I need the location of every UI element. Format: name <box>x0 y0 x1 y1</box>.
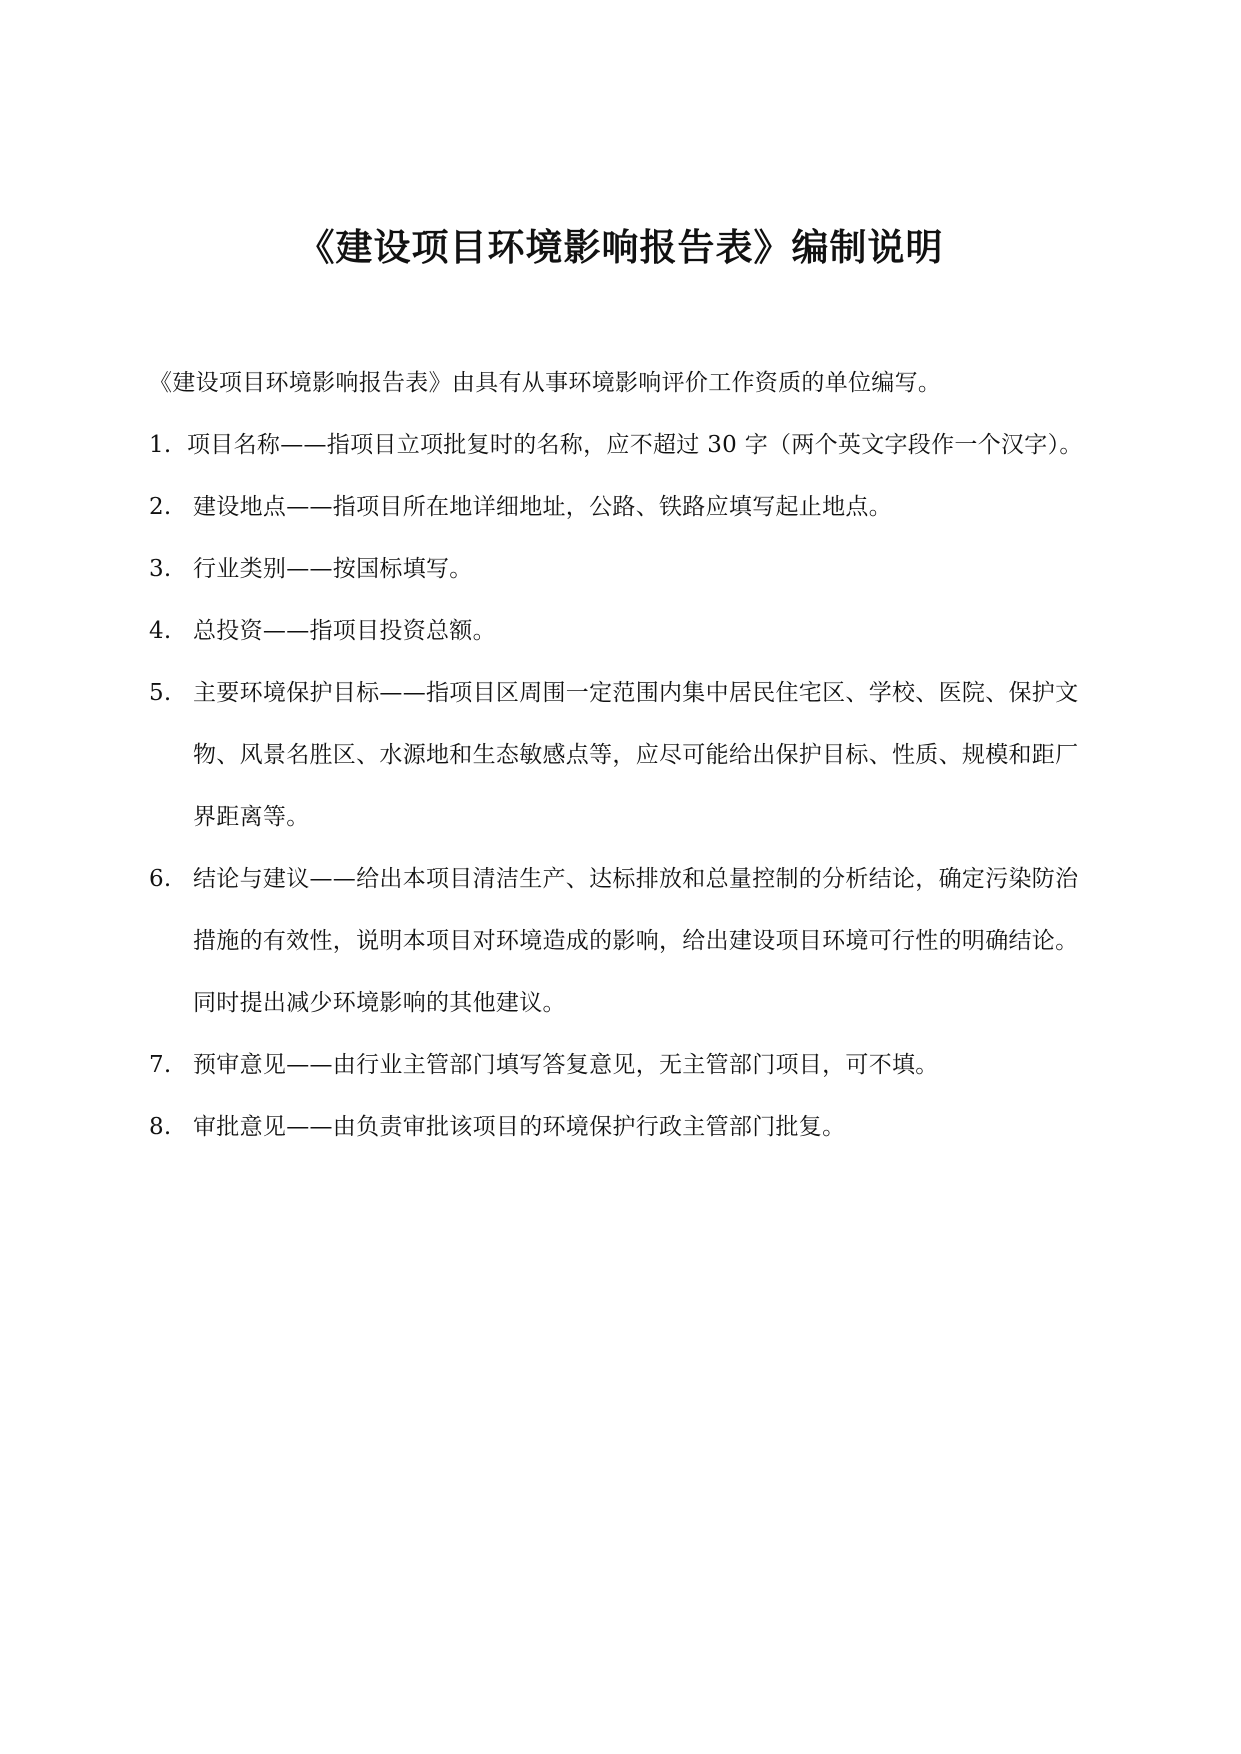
list-item-text: 总投资——指项目投资总额。 <box>193 618 496 644</box>
list-item-2 <box>149 476 1094 538</box>
list-item-number: 2. <box>149 494 172 520</box>
document-body <box>149 352 1094 1158</box>
intro-paragraph: 《建设项目环境影响报告表》由具有从事环境影响评价工作资质的单位编写。 <box>149 370 942 396</box>
list-item-number: 8. <box>149 1114 172 1140</box>
list-item-text: 结论与建议——给出本项目清洁生产、达标排放和总量控制的分析结论，确定污染防治措施的有效性，说明本项目对环境造成的影响，给出建设项目环境可行性的明确结论。同时提出减少环境影响的其他建议。 <box>193 866 1079 1016</box>
list-item-5 <box>149 662 1094 848</box>
document-title: 《建设项目环境影响报告表》编制说明 <box>297 225 944 269</box>
list-item-number: 6. <box>149 866 172 892</box>
list-item-text: 预审意见——由行业主管部门填写答复意见，无主管部门项目，可不填。 <box>193 1052 939 1078</box>
list-item-text: 建设地点——指项目所在地详细地址，公路、铁路应填写起止地点。 <box>193 494 892 520</box>
list-item-6 <box>149 848 1094 1034</box>
list-item-number: 5. <box>149 680 172 706</box>
list-item-1 <box>149 414 1094 476</box>
list-item-number: 7. <box>149 1052 172 1078</box>
list-item-number: 3. <box>149 556 172 582</box>
list-item-4 <box>149 600 1094 662</box>
list-item-8 <box>149 1096 1094 1158</box>
list-item-text: 行业类别——按国标填写。 <box>193 556 473 582</box>
list-item-text: 主要环境保护目标——指项目区周围一定范围内集中居民住宅区、学校、医院、保护文物、风景名胜区、水源地和生态敏感点等，应尽可能给出保护目标、性质、规模和距厂界距离等。 <box>193 680 1079 830</box>
list-item-number: 4. <box>149 618 172 644</box>
list-item-text: 审批意见——由负责审批该项目的环境保护行政主管部门批复。 <box>193 1114 846 1140</box>
list-item-7 <box>149 1034 1094 1096</box>
list-item-text: 项目名称——指项目立项批复时的名称，应不超过 30 字（两个英文字段作一个汉字）。 <box>187 432 1083 458</box>
list-item-number: 1. <box>149 432 172 458</box>
list-item-3 <box>149 538 1094 600</box>
